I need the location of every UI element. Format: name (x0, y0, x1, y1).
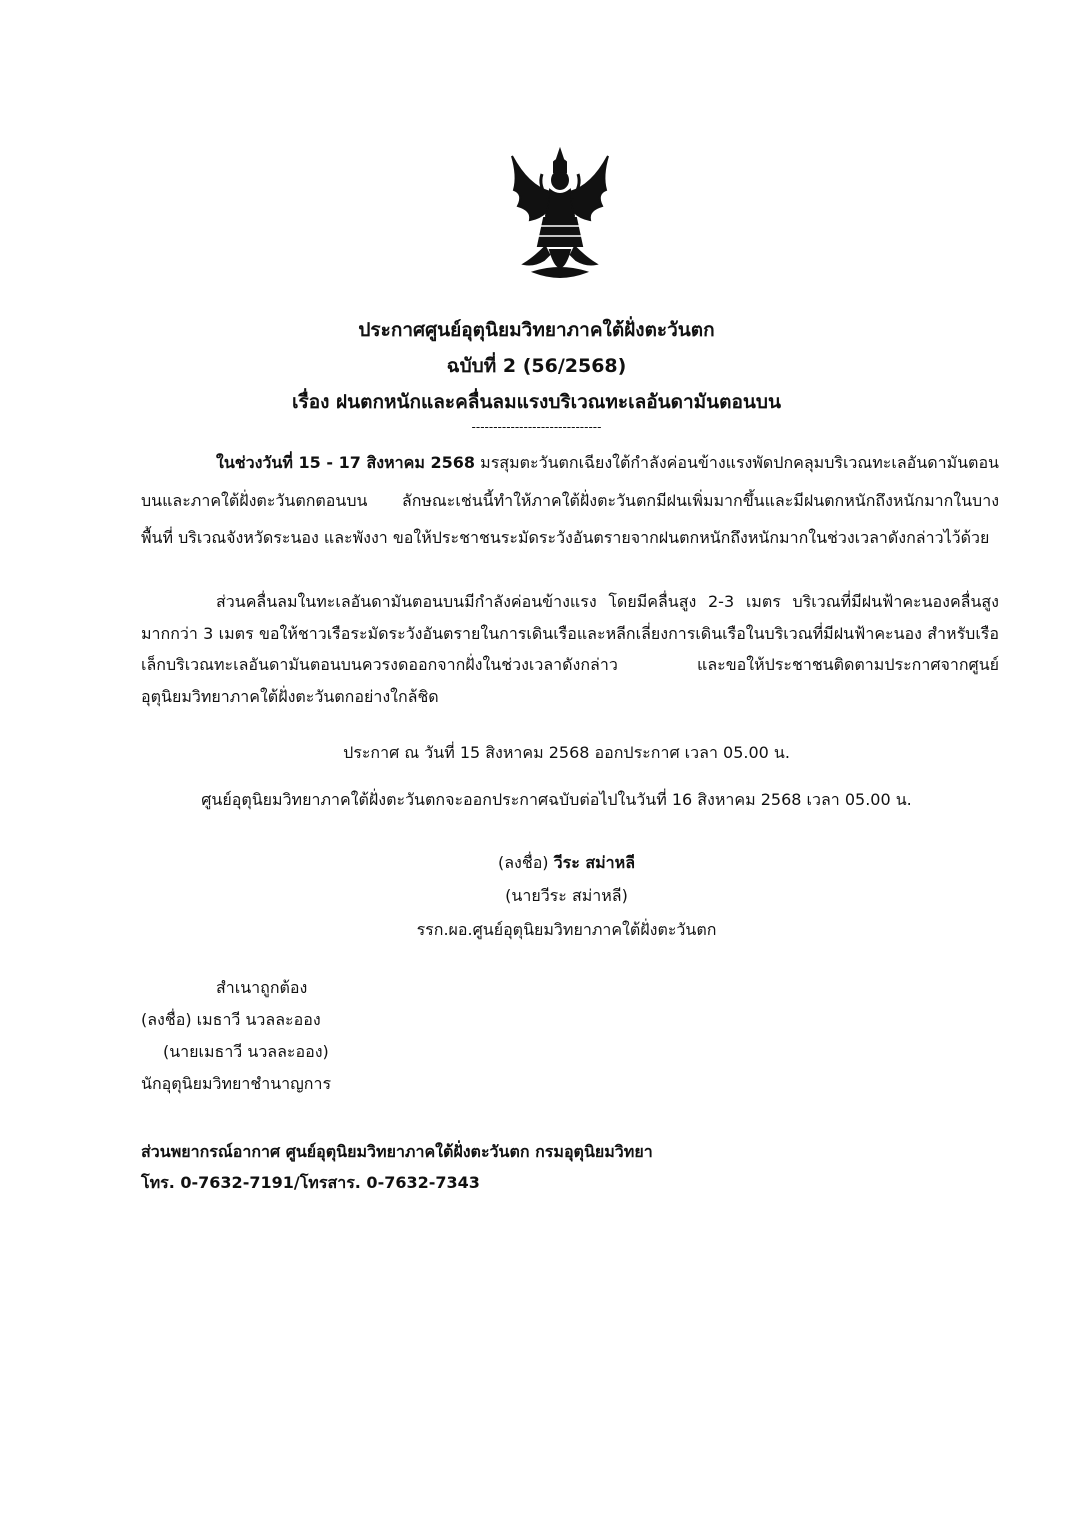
title-divider: ------------------------------ (471, 420, 602, 434)
signer-full-name: (นายวีระ สม่าหลี) (505, 886, 628, 905)
certified-copy-signed: (ลงชื่อ) เมธาวี นวลละออง (141, 1010, 321, 1029)
announcement-number: ฉบับที่ 2 (56/2568) (446, 355, 627, 377)
issued-datetime: ประกาศ ณ วันที่ 15 สิงหาคม 2568 ออกประกาศ เวลา 05.00 น. (343, 743, 790, 762)
date-range-lead: ในช่วงวันที่ 15 - 17 สิงหาคม 2568 (216, 453, 476, 472)
next-issue-notice: ศูนย์อุตุนิยมวิทยาภาคใต้ฝั่งตะวันตกจะออกประกาศฉบับต่อไปในวันที่ 16 สิงหาคม 2568 เวลา 05.00 น. (201, 790, 912, 809)
contact-footer (141, 1136, 653, 1198)
signature-name: วีระ สม่าหลี (553, 853, 636, 872)
paragraph-rain-warning (141, 444, 999, 557)
signature-prefix: (ลงชื่อ) (497, 853, 554, 872)
footer-phone: โทร. 0-7632-7191/โทรสาร. 0-7632-7343 (141, 1173, 480, 1192)
announcement-title: ประกาศศูนย์อุตุนิยมวิทยาภาคใต้ฝั่งตะวันตก (358, 319, 715, 341)
certified-copy-position: นักอุตุนิยมวิทยาชำนาญการ (141, 1074, 332, 1093)
certified-copy-label: สำเนาถูกต้อง (216, 978, 308, 997)
footer-department: ส่วนพยากรณ์อากาศ ศูนย์อุตุนิยมวิทยาภาคใต้ฝั่งตะวันตก กรมอุตุนิยมวิทยา (141, 1142, 653, 1161)
paragraph-wave-warning (141, 586, 999, 712)
certified-copy-full-name: (นายเมธาวี นวลละออง) (163, 1042, 329, 1061)
announcement-subject: เรื่อง ฝนตกหนักและคลื่นลมแรงบริเวณทะเลอันดามันตอนบน (292, 391, 781, 413)
signer-position: รรก.ผอ.ศูนย์อุตุนิยมวิทยาภาคใต้ฝั่งตะวันตก (416, 920, 717, 939)
certified-copy-block (141, 972, 331, 1100)
garuda-emblem-icon (504, 146, 616, 286)
rain-warning-text: มรสุมตะวันตกเฉียงใต้กำลังค่อนข้างแรงพัดปกคลุมบริเวณทะเลอันดามันตอนบนและภาคใต้ฝั่งตะวันตกตอนบน ลักษณะเช่นนี้ทำให้ภาคใต้ฝั่งตะวันตกมีฝนเพิ่มมากขึ้นและมีฝนตกหนักถึงหนักมากในบางพื้นที่ บริเวณจังหวัดระนอง และพังงา ขอให้ประชาชนระมัดระวังอันตรายจากฝนตกหนักถึงหนักมากในช่วงเวลาดังกล่าวไว้ด้วย (141, 453, 999, 547)
wave-warning-text: ส่วนคลื่นลมในทะเลอันดามันตอนบนมีกำลังค่อนข้างแรง โดยมีคลื่นสูง 2-3 เมตร บริเวณที่มีฝนฟ้าคะนองคลื่นสูงมากกว่า 3 เมตร ขอให้ชาวเรือระมัดระวังอันตรายในการเดินเรือและหลีกเลี่ยงการเดินเรือในบริเวณที่มีฝนฟ้าคะนอง สำหรับเรือเล็กบริเวณทะเลอันดามันตอนบนควรงดออกจากฝั่งในช่วงเวลาดังกล่าว และขอให้ประชาชนติดตามประกาศจากศูนย์อุตุนิยมวิทยาภาคใต้ฝั่งตะวันตกอย่างใกล้ชิด (141, 592, 999, 706)
signature-line (30, 848, 1073, 878)
